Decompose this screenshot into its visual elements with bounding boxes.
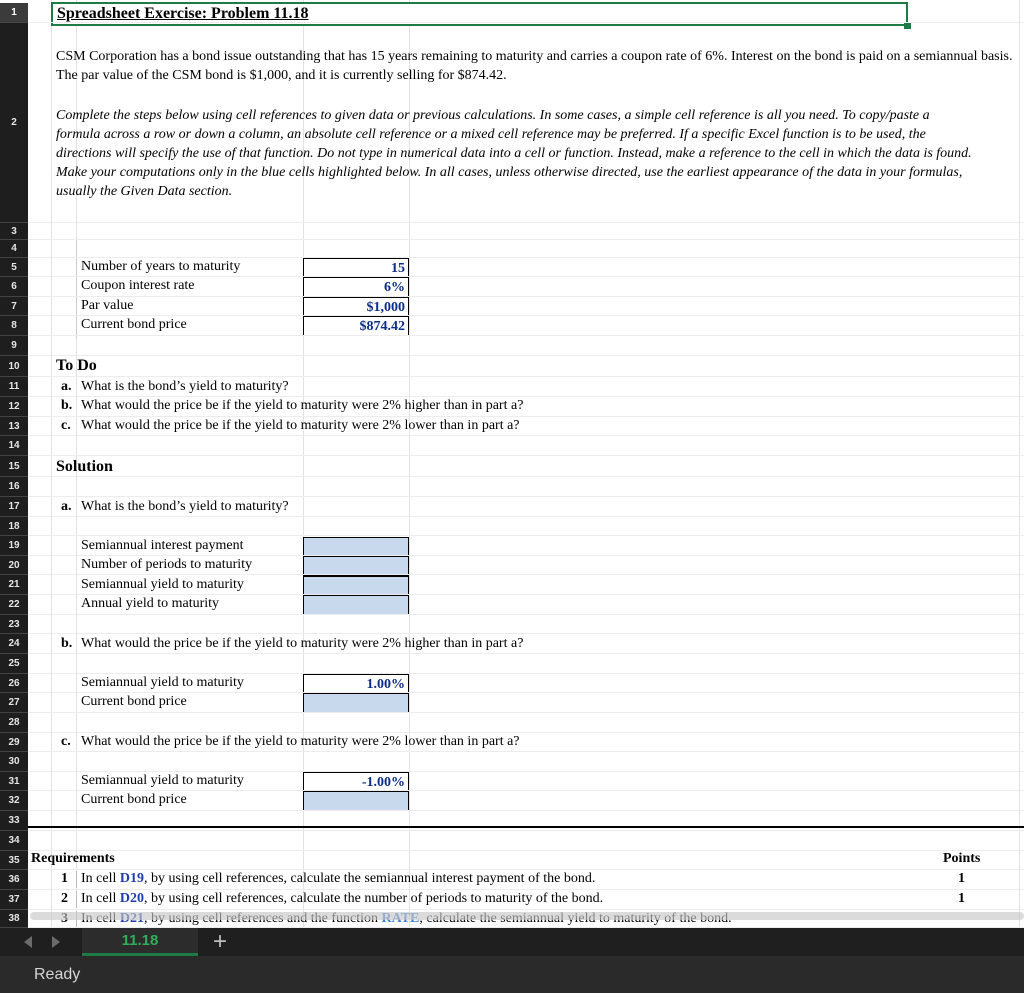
todo-item: What would the price be if the yield to maturity were 2% higher than in part a? [81, 398, 524, 413]
given-label: Par value [81, 298, 134, 313]
row-header-1[interactable]: 1 [0, 3, 28, 23]
row-header-3[interactable]: 3 [0, 223, 28, 240]
row-divider [28, 751, 1024, 752]
row-header-13[interactable]: 13 [0, 417, 28, 436]
prev-sheet-icon[interactable] [24, 936, 32, 948]
part-a-letter: a. [61, 499, 72, 514]
row-divider [28, 276, 1024, 277]
row-header-30[interactable]: 30 [0, 752, 28, 772]
row-divider [28, 889, 1024, 890]
requirements-heading: Requirements [31, 851, 115, 866]
given-value-cell[interactable]: 6% [303, 277, 409, 297]
given-value-cell[interactable]: 15 [303, 258, 409, 278]
part-c-letter: c. [61, 734, 71, 749]
requirement-pre: In cell [81, 871, 120, 886]
part-a-label: Number of periods to maturity [81, 557, 253, 572]
row-header-25[interactable]: 25 [0, 654, 28, 674]
row-divider [28, 396, 1024, 397]
row-header-34[interactable]: 34 [0, 831, 28, 851]
row-header-12[interactable]: 12 [0, 397, 28, 417]
row-divider [28, 257, 1024, 258]
row-header-26[interactable]: 26 [0, 674, 28, 693]
row-divider [28, 869, 1024, 870]
row-header-35[interactable]: 35 [0, 851, 28, 870]
todo-letter: a. [61, 379, 72, 394]
row-header-15[interactable]: 15 [0, 456, 28, 477]
given-value-cell[interactable]: $1,000 [303, 297, 409, 317]
row-divider [28, 355, 1024, 356]
row-divider [28, 239, 1024, 240]
given-label: Current bond price [81, 317, 187, 332]
part-c-question: What would the price be if the yield to maturity were 2% lower than in part a? [81, 734, 520, 749]
requirement-post: , by using cell references, calculate the semiannual interest payment of the bond. [144, 871, 596, 886]
points-heading: Points [943, 851, 981, 866]
row-divider [28, 712, 1024, 713]
requirement-number: 1 [61, 871, 68, 886]
row-header-16[interactable]: 16 [0, 477, 28, 497]
row-divider [28, 771, 1024, 772]
row-header-24[interactable]: 24 [0, 634, 28, 654]
input-cell-d22[interactable] [303, 595, 409, 615]
row-divider [28, 692, 1024, 693]
row-header-17[interactable]: 17 [0, 497, 28, 517]
part-a-question: What is the bond’s yield to maturity? [81, 499, 289, 514]
row-divider [28, 850, 1024, 851]
todo-item: What is the bond’s yield to maturity? [81, 379, 289, 394]
row-header-20[interactable]: 20 [0, 556, 28, 575]
requirement-post: , by using cell references, calculate the number of periods to maturity of the bond. [144, 891, 604, 906]
row-divider [28, 455, 1024, 456]
row-divider [28, 909, 1024, 910]
part-a-label: Annual yield to maturity [81, 596, 220, 611]
given-label: Coupon interest rate [81, 278, 195, 293]
row-divider [28, 810, 1024, 811]
row-header-32[interactable]: 32 [0, 791, 28, 811]
requirements-divider [28, 826, 1024, 828]
todo-letter: b. [61, 398, 73, 413]
row-header-6[interactable]: 6 [0, 277, 28, 297]
part-a-label: Semiannual interest payment [81, 538, 244, 553]
row-divider [28, 476, 1024, 477]
row-header-31[interactable]: 31 [0, 772, 28, 791]
row-header-21[interactable]: 21 [0, 575, 28, 595]
row-header-33[interactable]: 33 [0, 811, 28, 831]
row-header-36[interactable]: 36 [0, 870, 28, 890]
row-header-29[interactable]: 29 [0, 733, 28, 752]
horizontal-scrollbar[interactable] [30, 912, 1024, 920]
next-sheet-icon[interactable] [52, 936, 60, 948]
row-header-5[interactable]: 5 [0, 258, 28, 277]
cell-reference[interactable]: D20 [119, 891, 144, 906]
part-b-input-cell[interactable] [303, 693, 409, 713]
part-c-label: Semiannual yield to maturity [81, 773, 244, 788]
row-divider [28, 790, 1024, 791]
part-b-label: Current bond price [81, 694, 187, 709]
row-header-7[interactable]: 7 [0, 297, 28, 316]
requirement-divider [76, 871, 77, 888]
row-header-14[interactable]: 14 [0, 436, 28, 456]
col-divider [1019, 0, 1020, 928]
row-divider [28, 594, 1024, 595]
row-header-19[interactable]: 19 [0, 536, 28, 556]
row-header-4[interactable]: 4 [0, 240, 28, 258]
row-header-28[interactable]: 28 [0, 713, 28, 733]
solution-heading: Solution [56, 458, 113, 475]
row-header-2[interactable]: 2 [0, 23, 28, 223]
row-header-10[interactable]: 10 [0, 356, 28, 377]
requirement-pre: In cell [81, 891, 120, 906]
row-header-38[interactable]: 38 [0, 910, 28, 928]
part-c-value-cell[interactable]: -1.00% [303, 772, 409, 792]
intro-text: CSM Corporation has a bond issue outstanding that has 15 years remaining to maturity and carries a coupon rate of 6%. Interest on the bond is paid on a semiannual basis. The par value of the CSM bond is $1,000, and it is currently selling for $874.42. [56, 49, 1013, 83]
row-divider [28, 633, 1024, 634]
todo-heading: To Do [56, 357, 97, 374]
row-divider [28, 535, 1024, 536]
row-divider [28, 653, 1024, 654]
status-text: Ready [34, 966, 81, 983]
selection-handle[interactable] [904, 22, 911, 29]
row-divider [28, 830, 1024, 831]
sheet-tab-label: 11.18 [121, 932, 159, 949]
row-divider [28, 732, 1024, 733]
row-header-37[interactable]: 37 [0, 890, 28, 910]
requirement-number: 2 [61, 891, 68, 906]
row-header-9[interactable]: 9 [0, 336, 28, 356]
row-header-27[interactable]: 27 [0, 693, 28, 713]
col-divider [51, 0, 52, 928]
row-header-18[interactable]: 18 [0, 517, 28, 536]
requirement-divider [76, 891, 77, 908]
sheet-tab-bar [0, 928, 1024, 956]
todo-item: What would the price be if the yield to maturity were 2% lower than in part a? [81, 418, 520, 433]
cell-reference[interactable]: D19 [119, 871, 144, 886]
row-header-23[interactable]: 23 [0, 615, 28, 634]
part-b-value-cell[interactable]: 1.00% [303, 674, 409, 694]
part-c-label: Current bond price [81, 792, 187, 807]
instructions-text: Complete the steps below using cell references to given data or previous calculations. In some cases, a simple cell reference is all you need. To copy/paste a formula across a row or down a column, an absolute cell reference or a mixed cell reference may be preferred. If a specific Excel function is to be used, the directions will specify the use of that function. Do not type in numerical data into a cell or function. Instead, make a reference to the cell in which the data is found. Make your computations only in the blue cells highlighted below. In all cases, unless otherwise directed, use the earliest appearance of the data in your formulas, usually the Given Data section. [56, 108, 972, 199]
status-bar [0, 956, 1024, 993]
todo-letter: c. [61, 418, 71, 433]
row-header-8[interactable]: 8 [0, 316, 28, 336]
row-divider [28, 335, 1024, 336]
sheet-tab-11-18[interactable] [82, 928, 198, 956]
given-label: Number of years to maturity [81, 259, 241, 274]
part-b-question: What would the price be if the yield to maturity were 2% higher than in part a? [81, 636, 524, 651]
row-divider [28, 435, 1024, 436]
part-b-label: Semiannual yield to maturity [81, 675, 244, 690]
requirement-text [81, 870, 595, 888]
requirement-points: 1 [958, 871, 965, 886]
requirement-text [81, 890, 603, 908]
given-value-cell[interactable]: $874.42 [303, 316, 409, 336]
row-divider [28, 315, 1024, 316]
input-cell-d21[interactable] [303, 576, 409, 596]
row-divider [28, 555, 1024, 556]
row-header-22[interactable]: 22 [0, 595, 28, 615]
row-divider [28, 496, 1024, 497]
row-divider [28, 516, 1024, 517]
part-c-input-cell[interactable] [303, 791, 409, 811]
input-cell-d19[interactable] [303, 537, 409, 557]
row-divider [28, 22, 1024, 23]
page-title: Spreadsheet Exercise: Problem 11.18 [57, 5, 309, 22]
row-divider [28, 574, 1024, 575]
row-divider [28, 222, 1024, 223]
requirement-points: 1 [958, 891, 965, 906]
row-header-11[interactable]: 11 [0, 377, 28, 397]
row-divider [28, 416, 1024, 417]
part-b-letter: b. [61, 636, 73, 651]
row-divider [28, 296, 1024, 297]
add-sheet-icon[interactable]: + [213, 928, 228, 955]
row-divider [28, 376, 1024, 377]
part-a-label: Semiannual yield to maturity [81, 577, 244, 592]
input-cell-d20[interactable] [303, 556, 409, 576]
row-divider [28, 673, 1024, 674]
row-divider [28, 614, 1024, 615]
